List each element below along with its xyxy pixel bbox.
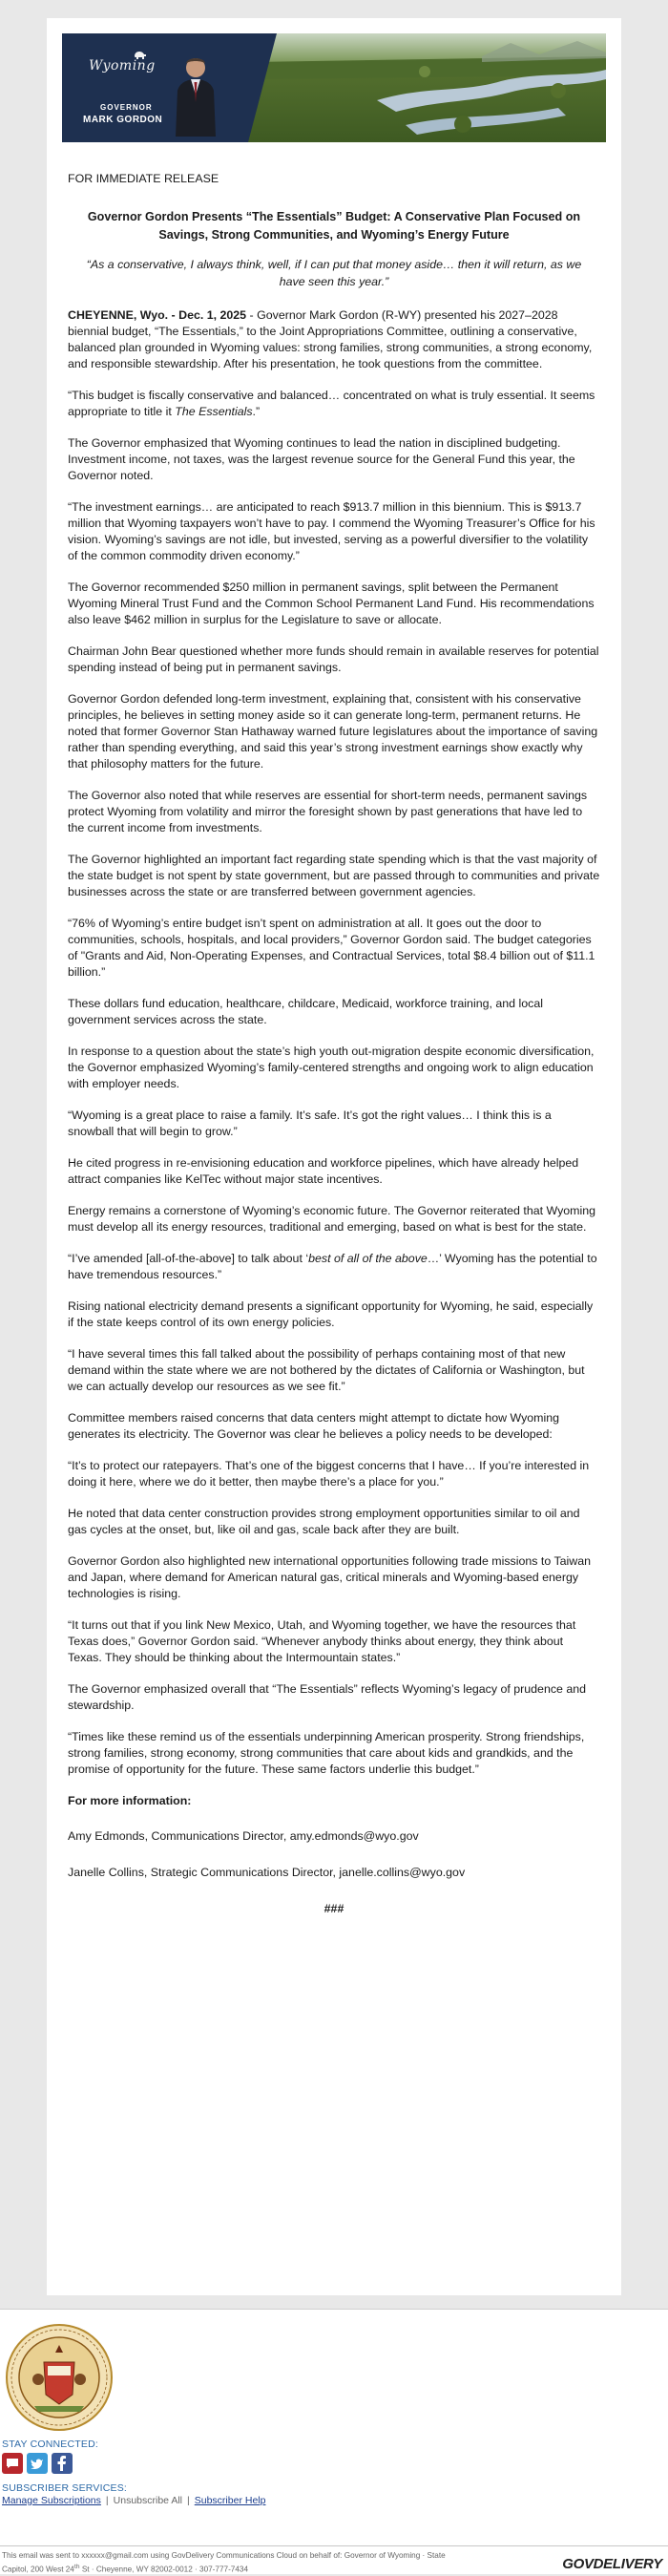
divider	[0, 2309, 668, 2310]
divider	[0, 2545, 668, 2546]
banner-navy-panel	[62, 33, 377, 142]
subscriber-services-label: SUBSCRIBER SERVICES:	[2, 2482, 128, 2494]
paragraph: “I’ve amended [all-of-the-above] to talk about ‘best of all of the above…’ Wyoming has the potential to have tremendous resources.”	[68, 1252, 597, 1281]
email-icon[interactable]	[2, 2453, 23, 2474]
paragraph: Rising national electricity demand presents a significant opportunity for Wyoming, he said, especially if the state keeps control of its own energy policies.	[68, 1299, 594, 1329]
paragraph: The Governor recommended $250 million in permanent savings, split between the Permanent Wyoming Mineral Trust Fund and the Common School Permanent Land Fund. His recommendations also leave $462 million in surplus for the Legislature to save or allocate.	[68, 581, 595, 626]
paragraph: “It’s to protect our ratepayers. That’s one of the biggest concerns that I have… If you’re interested in doing it here, where we do it better, then maybe there’s a place for you.”	[68, 1459, 590, 1489]
paragraph: “This budget is fiscally conservative and balanced… concentrated on what is truly essential. It seems appropriate to title it The Essentials.”	[68, 389, 595, 418]
social-icons	[2, 2453, 73, 2474]
paragraph: “Wyoming is a great place to raise a family. It’s safe. It’s got the right values… I think this is a snowball that will begin to grow.”	[68, 1109, 552, 1138]
subscriber-help-link[interactable]: Subscriber Help	[194, 2495, 266, 2506]
separator: |	[105, 2495, 109, 2506]
paragraph: He cited progress in re-envisioning education and workforce pipelines, which have already helped attract companies like KelTec without major state incentives.	[68, 1156, 579, 1186]
paragraph: In response to a question about the state’s high youth out-migration despite economic diversification, the Governor emphasized Wyoming’s family-centered strengths and ongoing work to align education with employer needs.	[68, 1045, 595, 1090]
paragraph: The Governor emphasized overall that “The Essentials” reflects Wyoming’s legacy of prudence and stewardship.	[68, 1682, 587, 1712]
paragraph: Governor Gordon also highlighted new international opportunities following trade missions to Taiwan and Japan, where demand for American natural gas, critical minerals and Wyoming-based energy technologies is rising.	[68, 1554, 592, 1600]
governor-name: MARK GORDON	[83, 115, 163, 125]
lede-text: - Governor Mark Gordon (R-WY) presented his 2027–2028 biennial budget, “The Essentials,” to the Joint Appropriations Committee, outlining a conservative, balanced plan grounded in Wyoming values: strong families, strong communities, a strong economy, and responsible stewardship. After his presentation, he took questions from the committee.	[68, 308, 593, 370]
release-label: FOR IMMEDIATE RELEASE	[68, 172, 219, 185]
paragraph: Governor Gordon defended long-term investment, explaining that, consistent with his conservative principles, he believes in setting money aside so it can generate long-term, permanent returns. He noted that former Governor Stan Hathaway warned future legislatures about the importance of saving rather than spending everything, and said this year’s strong investment earnings show exactly why that philosophy matters for the future.	[68, 692, 598, 771]
subscriber-links	[2, 2495, 265, 2506]
separator: |	[187, 2495, 190, 2506]
paragraph: “The investment earnings… are anticipated to reach $913.7 million in this biennium. This is $913.7 million that Wyoming taxpayers won’t have to pay. I commend the Wyoming Treasurer’s Office for his vision. Wyoming’s savings are not idle, but invested, serving as a powerful diversifier to the volatility of the common commodity driven economy.”	[68, 500, 595, 562]
paragraph: The Governor also noted that while reserves are essential for short-term needs, permanent savings protect Wyoming from volatility and mirror the foresight shown by past generations that have led to the current income from investments.	[68, 789, 588, 834]
paragraph: The Governor highlighted an important fact regarding state spending which is that the vast majority of the state budget is not spent by state government, but are passed through to communities and private businesses across the state or are transferred between government agencies.	[68, 853, 600, 898]
paragraph: Chairman John Bear questioned whether more funds should remain in available reserves for potential spending instead of being put in permanent savings.	[68, 644, 599, 674]
press-release-body	[62, 142, 606, 1917]
bison-icon	[134, 51, 147, 60]
governor-banner	[62, 33, 606, 142]
govdelivery-logo: GOVDELIVERY	[562, 2556, 662, 2572]
state-seal-icon	[6, 2324, 113, 2431]
subquote: “As a conservative, I always think, well, if I can put that money aside… then it will return, as we have seen this year.”	[86, 258, 582, 288]
paragraph: “Times like these remind us of the essentials underpinning American prosperity. Strong friendships, strong families, strong economy, strong communities that care about kids and grandkids, and the promise of opportunity for the future. These same factors underlie this budget.”	[68, 1730, 585, 1776]
paragraph: He noted that data center construction provides strong employment opportunities similar to oil and gas cycles at the onset, but, like oil and gas, scale back after they are built.	[68, 1507, 580, 1536]
end-mark: ###	[324, 1902, 344, 1915]
paragraph: “I have several times this fall talked about the possibility of perhaps containing most of that new demand within the state where we are not bothered by the dictates of California or Washington, but we can actually develop our resources as we see fit.”	[68, 1347, 585, 1393]
paragraph: Energy remains a cornerstone of Wyoming’s economic future. The Governor reiterated that Wyoming must develop all its energy resources, traditional and emerging, based on what is best for the state.	[68, 1204, 596, 1234]
paragraph: “It turns out that if you link New Mexico, Utah, and Wyoming together, we have the resources that Texas does,” Governor Gordon said. “Whenever anybody thinks about energy, they think about Texas. They should be thinking about the Intermountain states.”	[68, 1618, 576, 1664]
lede-paragraph	[68, 307, 600, 372]
disclaimer-text: This email was sent to xxxxxx@gmail.com using GovDelivery Communications Cloud on behalf of: Governor of Wyoming · State Capitol, 200 West 24th St · Cheyenne, WY 82002-0012 · 307-777-7434	[2, 2551, 446, 2574]
paragraph: These dollars fund education, healthcare, childcare, Medicaid, workforce training, and local government services across the state.	[68, 997, 543, 1026]
contact-strategic-communications: Janelle Collins, Strategic Communications Director, janelle.collins@wyo.gov	[68, 1866, 466, 1879]
facebook-icon[interactable]	[52, 2453, 73, 2474]
wyoming-logo: Wyoming	[89, 58, 156, 74]
email-card	[47, 18, 621, 2295]
headline: Governor Gordon Presents “The Essentials” Budget: A Conservative Plan Focused on Savings, Strong Communities, and Wyoming’s Energy Future	[87, 210, 581, 242]
manage-subscriptions-link[interactable]: Manage Subscriptions	[2, 2495, 101, 2506]
paragraph: The Governor emphasized that Wyoming continues to lead the nation in disciplined budgeting. Investment income, not taxes, was the largest revenue source for the General Fund this year, the Governor noted.	[68, 436, 575, 482]
stay-connected-label: STAY CONNECTED:	[2, 2439, 99, 2450]
dateline: CHEYENNE, Wyo. - Dec. 1, 2025	[68, 308, 247, 322]
paragraph: “76% of Wyoming’s entire budget isn’t spent on administration at all. It goes out the door to communities, schools, hospitals, and local providers,” Governor Gordon said. The budget categories of "Grants and Aid, Non-Operating Expenses, and Contractual Services, total $8.4 billion out of $11.1 billion.”	[68, 917, 595, 979]
governor-label: GOVERNOR	[100, 103, 153, 112]
unsubscribe-all-link[interactable]: Unsubscribe All	[113, 2495, 183, 2506]
paragraph: Committee members raised concerns that data centers might attempt to dictate how Wyoming generates its electricity. The Governor was clear he believes a policy needs to be developed:	[68, 1411, 560, 1441]
governor-photo	[172, 51, 219, 137]
contact-communications-director: Amy Edmonds, Communications Director, amy.edmonds@wyo.gov	[68, 1829, 419, 1843]
email-footer	[0, 2309, 668, 2574]
twitter-icon[interactable]	[27, 2453, 48, 2474]
more-info-heading: For more information:	[68, 1794, 192, 1807]
